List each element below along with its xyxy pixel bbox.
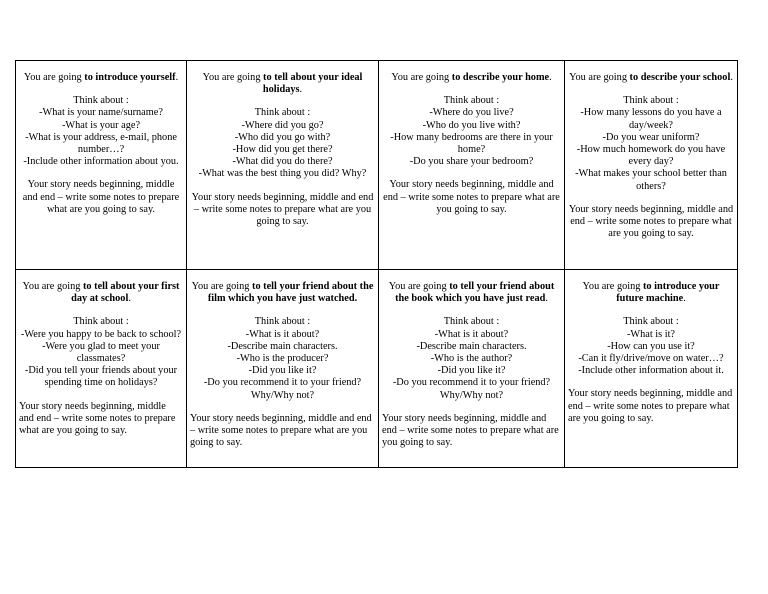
- question-item: -What is your age?: [61, 119, 141, 131]
- card-introduce-yourself: [16, 61, 187, 270]
- think-about-label: Think about :: [623, 95, 679, 107]
- think-about-label: Think about :: [254, 107, 311, 119]
- card-task: You are going to tell your friend about the book which you have just read.: [388, 281, 555, 305]
- question-item: -What makes your school better than others?: [575, 168, 727, 192]
- question-item: -Do you recommend it to your friend? Why/Why not?: [203, 377, 362, 401]
- story-instructions: Your story needs beginning, middle and end – write some notes to prepare what are you going to say.: [19, 400, 176, 437]
- story-instructions: Your story needs beginning, middle and end – write some notes to prepare what are you going to say.: [190, 412, 372, 449]
- question-item: -How can you use it?: [607, 340, 695, 352]
- think-about-label: Think about :: [623, 316, 679, 328]
- cards-row-2: [16, 270, 738, 468]
- question-item: -Where do you live?: [429, 107, 514, 119]
- question-item: -How many bedrooms are there in your home?: [390, 131, 553, 156]
- question-item: -Who do you live with?: [422, 119, 521, 131]
- cards-row-1: [16, 61, 738, 270]
- card-task: You are going to describe your home.: [391, 72, 552, 83]
- question-item: -Include other information about it.: [578, 365, 724, 377]
- card-book: [379, 270, 565, 468]
- question-item: -What is it about?: [245, 328, 320, 340]
- question-item: -Do you recommend it to your friend? Why/Why not?: [392, 377, 551, 401]
- story-instructions: Your story needs beginning, middle and end – write some notes to prepare what are you going to say.: [568, 203, 734, 240]
- question-item: -Who is the author?: [430, 353, 513, 365]
- question-item: -What was the best thing you did? Why?: [198, 168, 367, 180]
- story-instructions: Your story needs beginning, middle and end – write some notes to prepare what are you going to say.: [568, 388, 733, 424]
- card-task: You are going to introduce your future machine.: [582, 281, 720, 305]
- question-item: -Who is the producer?: [236, 353, 329, 365]
- card-task: You are going to tell about your first day at school.: [22, 281, 180, 305]
- think-about-label: Think about :: [73, 95, 129, 107]
- story-instructions: Your story needs beginning, middle and end – write some notes to prepare what are you going to say.: [383, 179, 560, 215]
- card-describe-school: [565, 61, 738, 270]
- story-instructions: Your story needs beginning, middle and end – write some notes to prepare what are you going to say.: [22, 179, 180, 215]
- question-item: -Do you wear uniform?: [602, 131, 700, 143]
- question-item: -Do you share your bedroom?: [409, 156, 534, 168]
- card-film: [187, 270, 379, 468]
- question-item: -Were you glad to meet your classmates?: [42, 340, 160, 365]
- card-ideal-holidays: [187, 61, 379, 270]
- card-task: You are going to describe your school.: [569, 72, 733, 83]
- card-task: You are going to tell about your ideal holidays.: [202, 72, 363, 96]
- question-item: -Where did you go?: [241, 119, 324, 131]
- question-item: -Did you like it?: [437, 365, 506, 377]
- question-item: -What is it?: [626, 328, 676, 340]
- question-item: -What did you do there?: [232, 156, 333, 168]
- card-task: You are going to introduce yourself.: [23, 72, 179, 83]
- card-task: You are going to tell your friend about the film which you have just watched.: [191, 281, 374, 305]
- question-item: -Were you happy to be back to school?: [20, 328, 182, 340]
- card-describe-home: [379, 61, 565, 270]
- think-about-label: Think about :: [443, 316, 500, 328]
- question-item: -What is your address, e-mail, phone number…?: [25, 131, 177, 156]
- think-about-label: Think about :: [443, 95, 500, 107]
- story-instructions: Your story needs beginning, middle and end – write some notes to prepare what are you going to say.: [382, 412, 559, 449]
- question-item: -How many lessons do you have a day/week?: [580, 107, 722, 131]
- question-item: -How much homework do you have every day?: [576, 144, 726, 168]
- speaking-task-cards-table: [15, 60, 738, 468]
- question-item: -Include other information about you.: [23, 156, 179, 168]
- question-item: -Can it fly/drive/move on water…?: [578, 353, 724, 365]
- question-item: -Describe main characters.: [416, 340, 527, 352]
- question-item: -Did you tell your friends about your spending time on holidays?: [24, 365, 178, 389]
- story-instructions: Your story needs beginning, middle and end – write some notes to prepare what are you going to say.: [191, 191, 374, 228]
- question-item: -Did you like it?: [248, 365, 317, 377]
- card-first-day-at-school: [16, 270, 187, 468]
- question-item: -Who did you go with?: [234, 131, 331, 143]
- think-about-label: Think about :: [73, 316, 129, 328]
- question-item: -How did you get there?: [232, 144, 333, 156]
- question-item: -What is your name/surname?: [39, 107, 163, 119]
- question-item: -What is it about?: [434, 328, 509, 340]
- think-about-label: Think about :: [254, 316, 311, 328]
- card-future-machine: [565, 270, 738, 468]
- question-item: -Describe main characters.: [227, 340, 338, 352]
